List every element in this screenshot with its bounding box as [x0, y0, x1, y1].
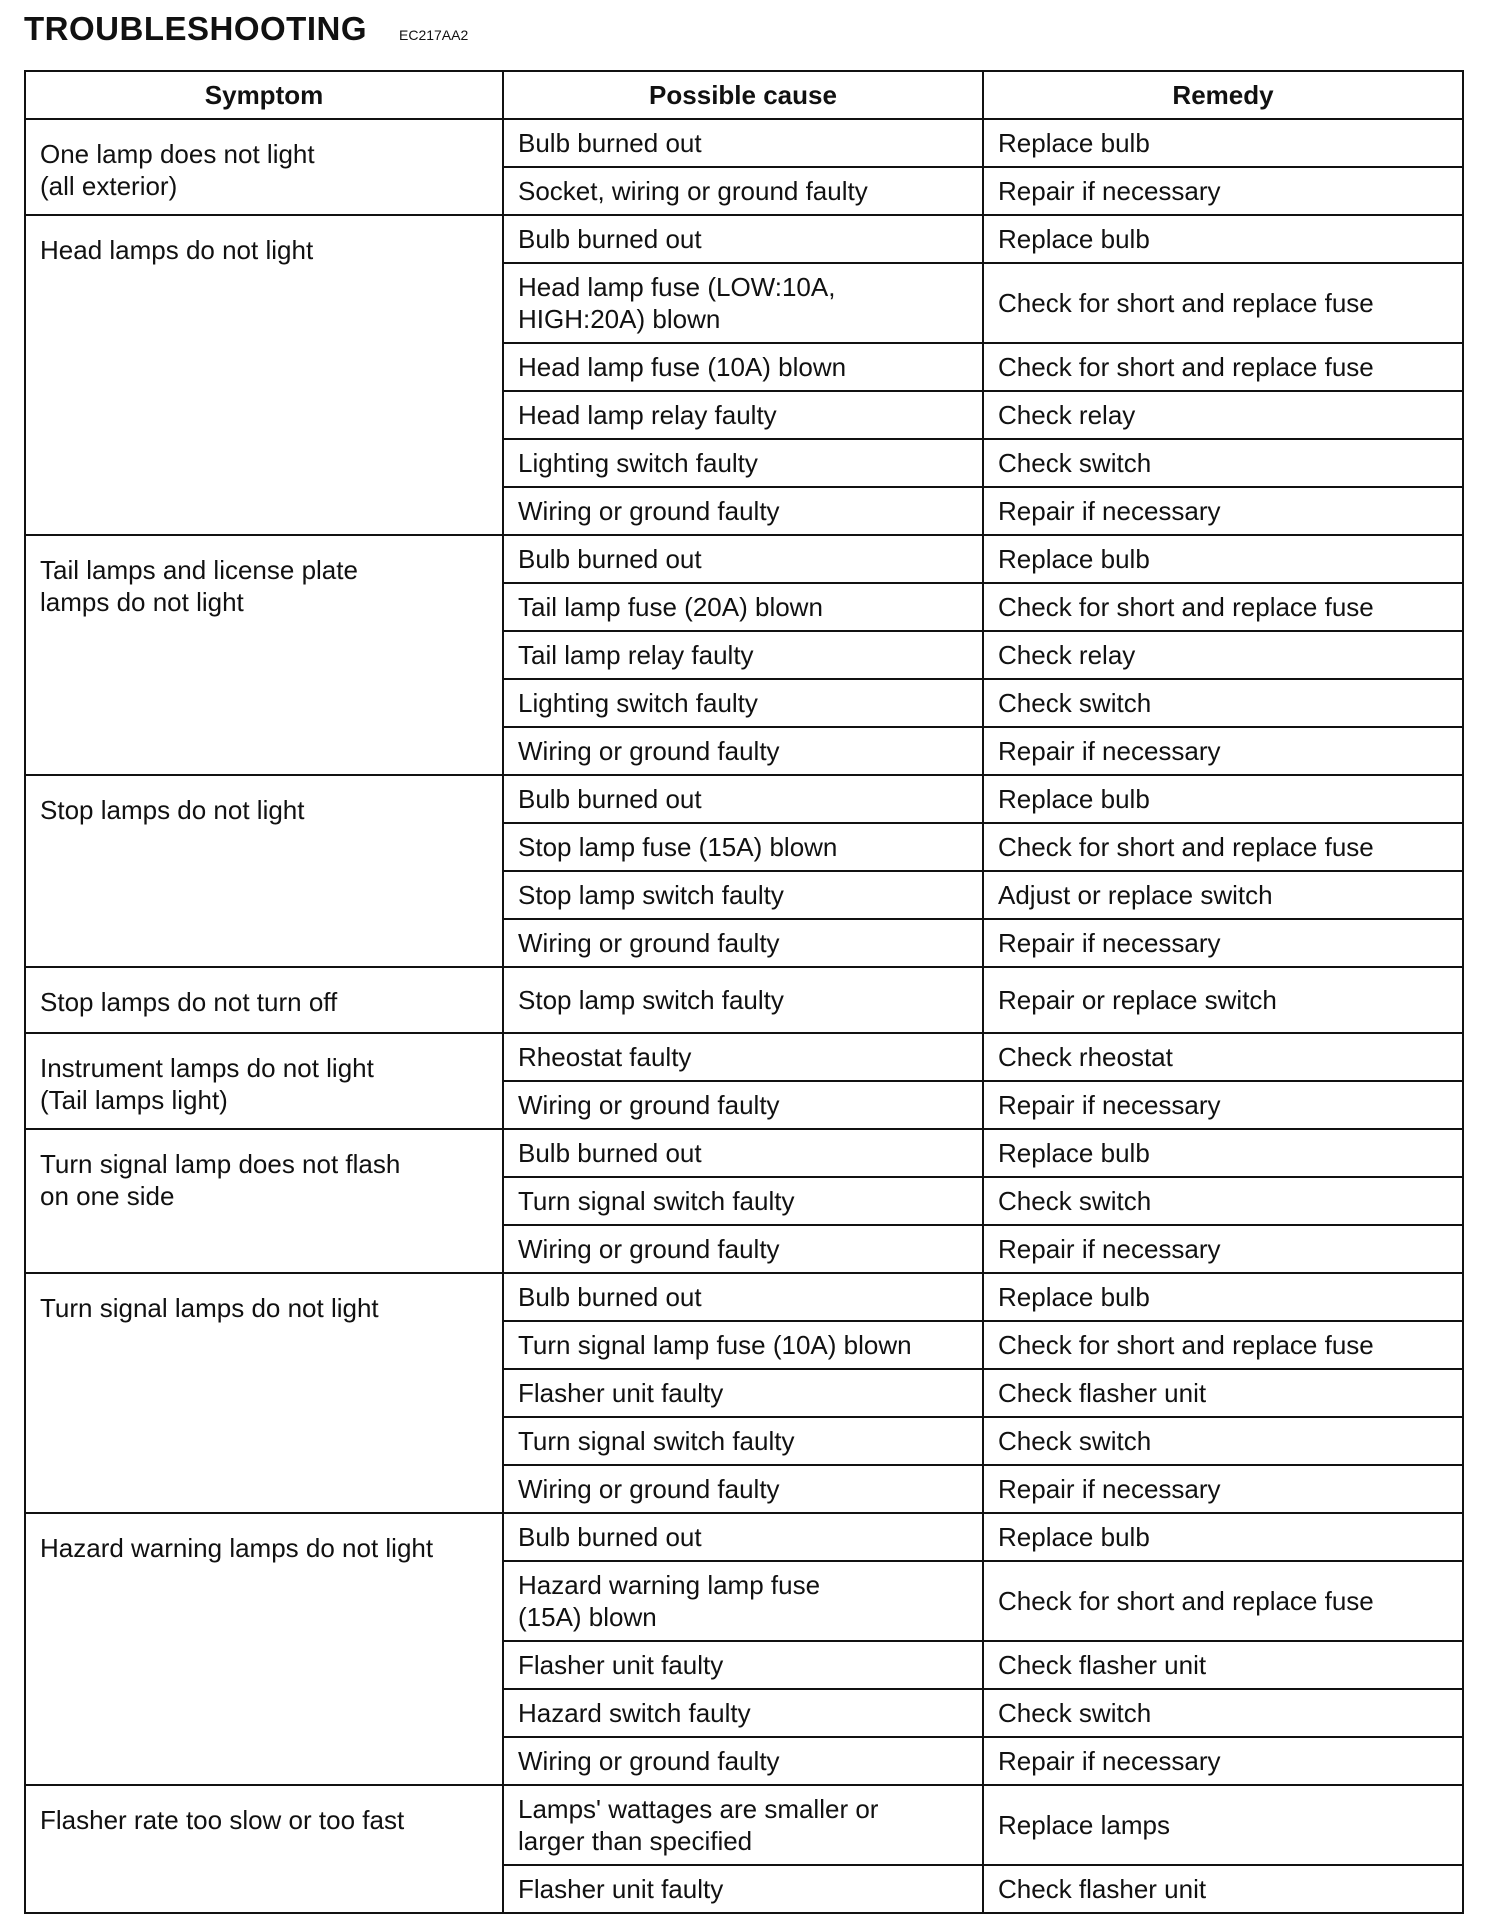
table-row: [25, 215, 1463, 263]
troubleshooting-table: [24, 70, 1464, 1914]
cause-cell: Hazard warning lamp fuse (15A) blown: [503, 1561, 983, 1641]
remedy-cell: Replace bulb: [983, 119, 1463, 167]
remedy-cell: Check switch: [983, 1689, 1463, 1737]
cause-cell: Bulb burned out: [503, 1273, 983, 1321]
remedy-cell: Check for short and replace fuse: [983, 1561, 1463, 1641]
remedy-cell: Check for short and replace fuse: [983, 1321, 1463, 1369]
symptom-cell: Turn signal lamp does not flash on one side: [25, 1129, 503, 1273]
remedy-cell: Check for short and replace fuse: [983, 263, 1463, 343]
table-row: [25, 1129, 1463, 1177]
remedy-cell: Check flasher unit: [983, 1865, 1463, 1913]
table-row: [25, 967, 1463, 1033]
remedy-cell: Check relay: [983, 391, 1463, 439]
cause-cell: Wiring or ground faulty: [503, 487, 983, 535]
remedy-cell: Repair if necessary: [983, 487, 1463, 535]
cause-cell: Wiring or ground faulty: [503, 727, 983, 775]
remedy-cell: Replace bulb: [983, 535, 1463, 583]
cause-cell: Bulb burned out: [503, 119, 983, 167]
cause-cell: Turn signal switch faulty: [503, 1177, 983, 1225]
cause-cell: Bulb burned out: [503, 1129, 983, 1177]
cause-cell: Flasher unit faulty: [503, 1369, 983, 1417]
symptom-cell: Flasher rate too slow or too fast: [25, 1785, 503, 1913]
cause-cell: Rheostat faulty: [503, 1033, 983, 1081]
remedy-cell: Repair if necessary: [983, 1081, 1463, 1129]
remedy-cell: Repair if necessary: [983, 167, 1463, 215]
column-header-remedy: Remedy: [983, 71, 1463, 119]
symptom-cell: Stop lamps do not light: [25, 775, 503, 967]
remedy-cell: Replace bulb: [983, 1513, 1463, 1561]
symptom-cell: Stop lamps do not turn off: [25, 967, 503, 1033]
remedy-cell: Check switch: [983, 679, 1463, 727]
cause-cell: Lighting switch faulty: [503, 679, 983, 727]
cause-cell: Turn signal switch faulty: [503, 1417, 983, 1465]
cause-cell: Wiring or ground faulty: [503, 1225, 983, 1273]
symptom-cell: One lamp does not light (all exterior): [25, 119, 503, 215]
cause-cell: Wiring or ground faulty: [503, 1737, 983, 1785]
cause-cell: Lighting switch faulty: [503, 439, 983, 487]
cause-cell: Tail lamp fuse (20A) blown: [503, 583, 983, 631]
symptom-cell: Instrument lamps do not light (Tail lamps light): [25, 1033, 503, 1129]
remedy-cell: Replace bulb: [983, 775, 1463, 823]
table-row: [25, 775, 1463, 823]
cause-cell: Hazard switch faulty: [503, 1689, 983, 1737]
table-row: [25, 1513, 1463, 1561]
symptom-cell: Turn signal lamps do not light: [25, 1273, 503, 1513]
remedy-cell: Repair if necessary: [983, 1737, 1463, 1785]
remedy-cell: Adjust or replace switch: [983, 871, 1463, 919]
cause-cell: Stop lamp switch faulty: [503, 871, 983, 919]
remedy-cell: Repair if necessary: [983, 1465, 1463, 1513]
cause-cell: Lamps' wattages are smaller or larger than specified: [503, 1785, 983, 1865]
cause-cell: Head lamp fuse (LOW:10A, HIGH:20A) blown: [503, 263, 983, 343]
remedy-cell: Replace bulb: [983, 215, 1463, 263]
remedy-cell: Check flasher unit: [983, 1641, 1463, 1689]
column-header-symptom: Symptom: [25, 71, 503, 119]
heading: [24, 10, 468, 48]
remedy-cell: Repair or replace switch: [983, 967, 1463, 1033]
remedy-cell: Replace bulb: [983, 1273, 1463, 1321]
section-code: EC217AA2: [399, 27, 469, 43]
cause-cell: Bulb burned out: [503, 1513, 983, 1561]
remedy-cell: Check for short and replace fuse: [983, 583, 1463, 631]
page-title: TROUBLESHOOTING: [24, 10, 367, 47]
remedy-cell: Check relay: [983, 631, 1463, 679]
table-row: [25, 535, 1463, 583]
table-row: [25, 1785, 1463, 1865]
remedy-cell: Check switch: [983, 1417, 1463, 1465]
cause-cell: Head lamp fuse (10A) blown: [503, 343, 983, 391]
remedy-cell: Repair if necessary: [983, 919, 1463, 967]
cause-cell: Wiring or ground faulty: [503, 919, 983, 967]
remedy-cell: Check switch: [983, 439, 1463, 487]
cause-cell: Flasher unit faulty: [503, 1641, 983, 1689]
table-row: [25, 1033, 1463, 1081]
remedy-cell: Replace lamps: [983, 1785, 1463, 1865]
cause-cell: Head lamp relay faulty: [503, 391, 983, 439]
cause-cell: Flasher unit faulty: [503, 1865, 983, 1913]
remedy-cell: Check for short and replace fuse: [983, 823, 1463, 871]
cause-cell: Tail lamp relay faulty: [503, 631, 983, 679]
cause-cell: Bulb burned out: [503, 215, 983, 263]
cause-cell: Turn signal lamp fuse (10A) blown: [503, 1321, 983, 1369]
cause-cell: Wiring or ground faulty: [503, 1465, 983, 1513]
table-body: [25, 119, 1463, 1913]
cause-cell: Socket, wiring or ground faulty: [503, 167, 983, 215]
cause-cell: Bulb burned out: [503, 775, 983, 823]
remedy-cell: Replace bulb: [983, 1129, 1463, 1177]
remedy-cell: Check for short and replace fuse: [983, 343, 1463, 391]
table-row: [25, 1273, 1463, 1321]
cause-cell: Stop lamp switch faulty: [503, 967, 983, 1033]
cause-cell: Stop lamp fuse (15A) blown: [503, 823, 983, 871]
remedy-cell: Check rheostat: [983, 1033, 1463, 1081]
symptom-cell: Hazard warning lamps do not light: [25, 1513, 503, 1785]
remedy-cell: Repair if necessary: [983, 1225, 1463, 1273]
table-header-row: [25, 71, 1463, 119]
column-header-possible-cause: Possible cause: [503, 71, 983, 119]
table-row: [25, 119, 1463, 167]
cause-cell: Wiring or ground faulty: [503, 1081, 983, 1129]
remedy-cell: Check switch: [983, 1177, 1463, 1225]
remedy-cell: Repair if necessary: [983, 727, 1463, 775]
symptom-cell: Head lamps do not light: [25, 215, 503, 535]
cause-cell: Bulb burned out: [503, 535, 983, 583]
symptom-cell: Tail lamps and license plate lamps do not light: [25, 535, 503, 775]
remedy-cell: Check flasher unit: [983, 1369, 1463, 1417]
